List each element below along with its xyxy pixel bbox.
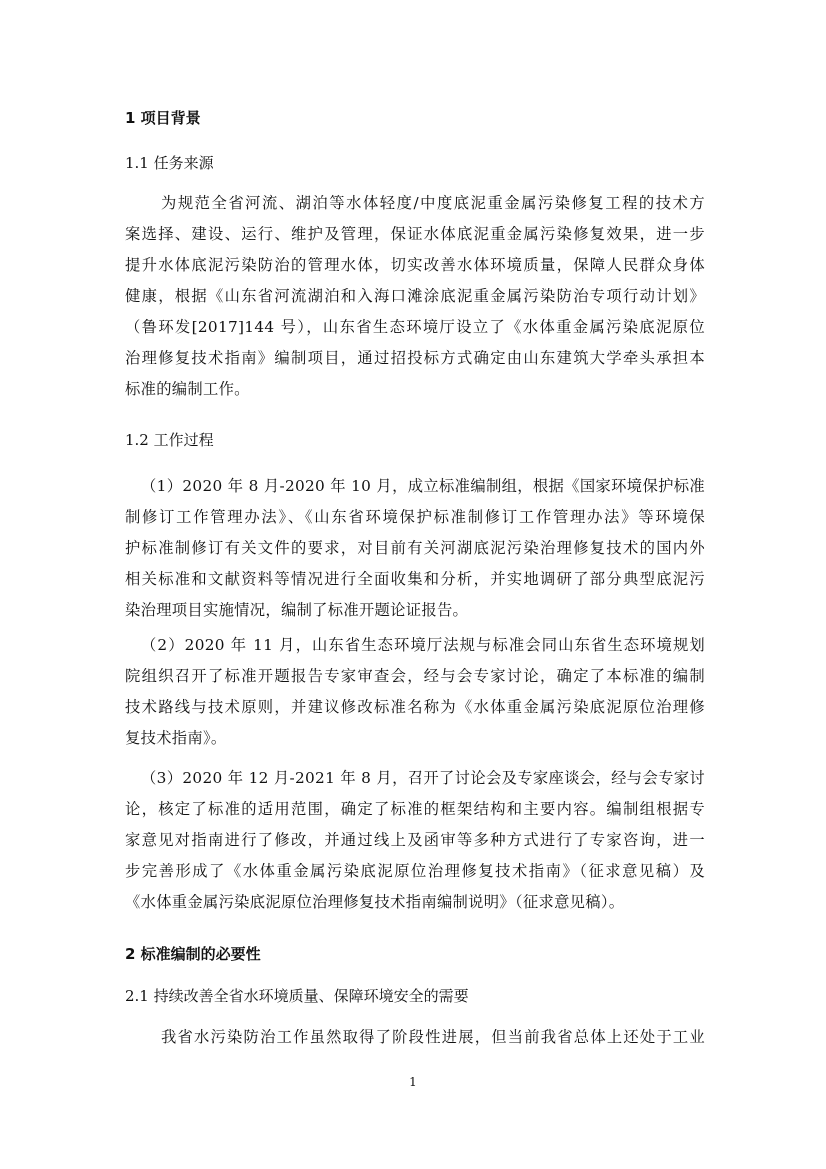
text-line: 染治理项目实施情况，编制了标准开题论证报告。: [125, 601, 469, 619]
text-line: 制修订工作管理办法》、《山东省环境保护标准制修订工作管理办法》等环境保: [125, 508, 705, 526]
subsection-heading-1-2: 1.2 工作过程: [125, 431, 214, 449]
section-heading-2: 2 标准编制的必要性: [125, 945, 261, 963]
text-line: 复技术指南》。: [125, 729, 227, 747]
text-line: 家意见对指南进行了修改，并通过线上及函审等多种方式进行了专家咨询，进一: [125, 831, 705, 849]
text-line: 步完善形成了《水体重金属污染底泥原位治理修复技术指南》（征求意见稿）及: [125, 862, 705, 880]
text-line: 健康，根据《山东省河流湖泊和入海口滩涂底泥重金属污染防治专项行动计划》: [125, 287, 705, 305]
text-line: （1）2020 年 8 月-2020 年 10 月，成立标准编制组，根据《国家环境保护标准: [141, 477, 705, 495]
section-heading-1: 1 项目背景: [125, 109, 201, 127]
text-line: 《水体重金属污染底泥原位治理修复技术指南编制说明》（征求意见稿）。: [125, 893, 625, 911]
page-number: 1: [409, 1075, 417, 1089]
text-line: 治理修复技术指南》编制项目，通过招投标方式确定由山东建筑大学牵头承担本: [125, 349, 705, 367]
text-line: （2）2020 年 11 月，山东省生态环境厅法规与标准会同山东省生态环境规划: [141, 636, 705, 654]
text-line: 论，核定了标准的适用范围，确定了标准的框架结构和主要内容。编制组根据专: [125, 800, 705, 818]
text-line: （鲁环发[2017]144 号），山东省生态环境厅设立了《水体重金属污染底泥原位: [125, 318, 705, 336]
text-line: 案选择、建设、运行、维护及管理，保证水体底泥重金属污染修复效果，进一步: [125, 225, 705, 243]
text-line: 护标准制修订有关文件的要求，对目前有关河湖底泥污染治理修复技术的国内外: [125, 539, 705, 557]
text-line: 我省水污染防治工作虽然取得了阶段性进展，但当前我省总体上还处于工业: [161, 1028, 705, 1046]
subsection-heading-1-1: 1.1 任务来源: [125, 154, 214, 172]
text-line: （3）2020 年 12 月-2021 年 8 月，召开了讨论会及专家座谈会，经与会专家讨: [141, 769, 705, 787]
text-line: 提升水体底泥污染防治的管理水体，切实改善水体环境质量，保障人民群众身体: [125, 256, 705, 274]
text-line: 相关标准和文献资料等情况进行全面收集和分析，并实地调研了部分典型底泥污: [125, 570, 705, 588]
subsection-heading-2-1: 2.1 持续改善全省水环境质量、保障环境安全的需要: [125, 987, 469, 1005]
text-line: 标准的编制工作。: [125, 380, 250, 398]
text-line: 院组织召开了标准开题报告专家审查会，经与会专家讨论，确定了本标准的编制: [125, 667, 705, 685]
text-line: 技术路线与技术原则，并建议修改标准名称为《水体重金属污染底泥原位治理修: [125, 698, 705, 716]
text-line: 为规范全省河流、湖泊等水体轻度/中度底泥重金属污染修复工程的技术方: [161, 194, 705, 212]
